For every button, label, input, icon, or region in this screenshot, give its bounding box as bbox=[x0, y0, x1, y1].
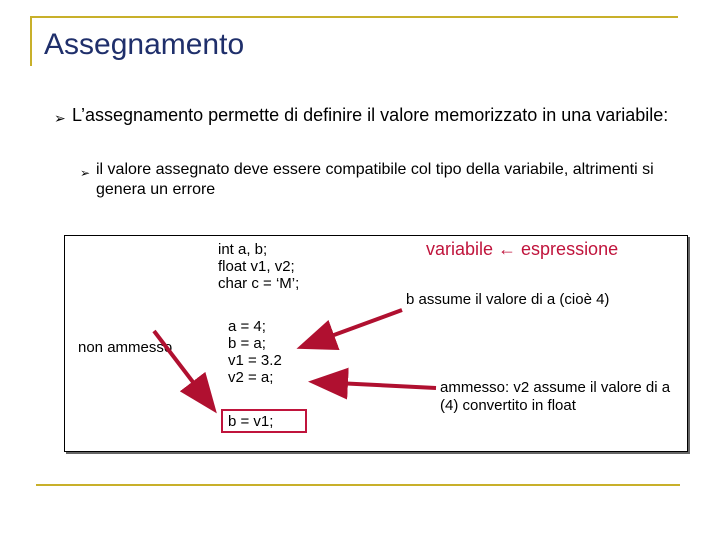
declaration-line: float v1, v2; bbox=[218, 258, 295, 275]
assignment-line: a = 4; bbox=[228, 318, 266, 335]
declaration-line: int a, b; bbox=[218, 241, 268, 258]
bullet-text-1: L’assegnamento permette di definire il valore memorizzato in una variabile: bbox=[72, 105, 669, 125]
not-allowed-label: non ammesso bbox=[78, 339, 173, 356]
assignment-syntax: variabile ← espressione bbox=[426, 239, 619, 259]
arrow-to-b-assignment bbox=[304, 310, 402, 346]
bullet-arrow-icon: ➢ bbox=[54, 110, 66, 126]
arrow-to-v2-assignment bbox=[316, 382, 436, 388]
sub-bullet-arrow-icon: ➢ bbox=[80, 166, 91, 180]
assignment-line: b = a; bbox=[228, 335, 266, 352]
assignment-line: v1 = 3.2 bbox=[228, 352, 282, 369]
slide-title: Assegnamento bbox=[44, 28, 245, 61]
declaration-line: char c = ‘M’; bbox=[218, 275, 300, 292]
bullet-text-2: il valore assegnato deve essere compatibile col tipo della variabile, altrimenti si genera un errore bbox=[96, 161, 654, 198]
invalid-statement: b = v1; bbox=[228, 413, 274, 430]
arrow-to-invalid-statement bbox=[154, 331, 212, 407]
bottom-rule bbox=[36, 484, 680, 486]
assignment-line: v2 = a; bbox=[228, 369, 274, 386]
note-v2-assignment: ammesso: v2 assume il valore di a (4) convertito in float bbox=[440, 379, 671, 414]
note-b-assignment: b assume il valore di a (cioè 4) bbox=[406, 291, 610, 308]
